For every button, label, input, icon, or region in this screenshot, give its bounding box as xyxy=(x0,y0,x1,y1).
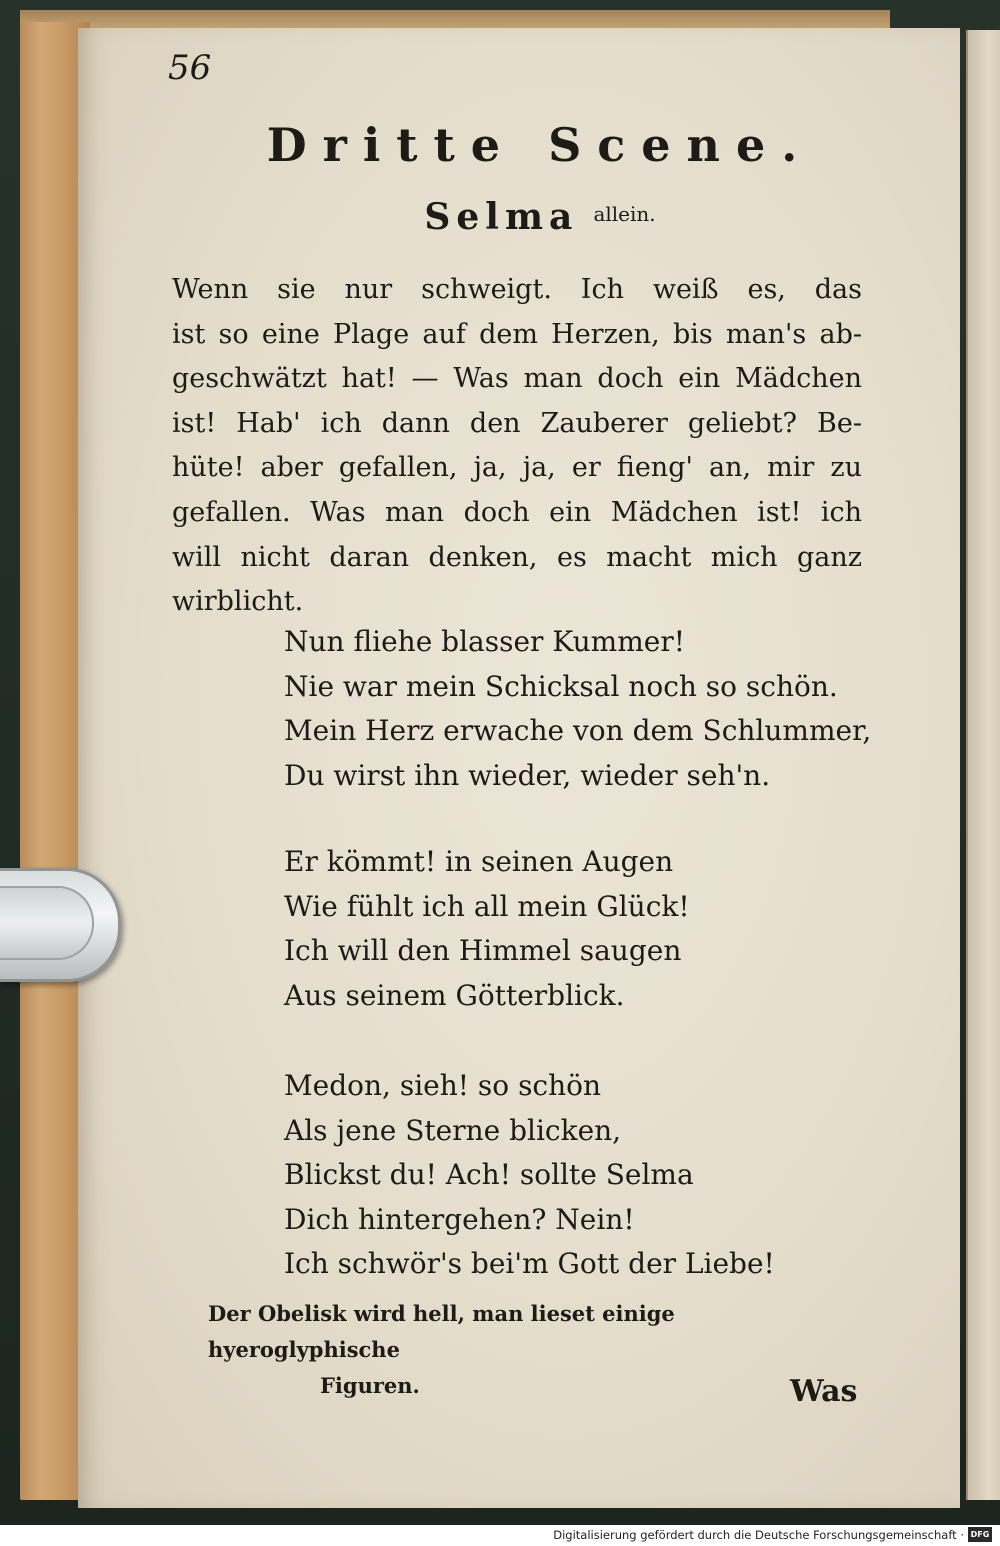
prose-line: will nicht daran denken, es macht mich ganz xyxy=(172,541,862,573)
verse-line: Als jene Sterne blicken, xyxy=(284,1113,622,1147)
dfg-logo-icon: DFG xyxy=(968,1527,992,1542)
adjacent-page-edge xyxy=(966,30,1000,1500)
prose-line: Wenn sie nur schweigt. Ich weiß es, das xyxy=(172,274,862,305)
prose-line: ist so eine Plage auf dem Herzen, bis man's ab- xyxy=(172,318,862,350)
verse-stanza-1 xyxy=(284,620,871,798)
stage-direction-line: Figuren. xyxy=(320,1373,420,1398)
verse-line: Dich hintergehen? Nein! xyxy=(284,1202,635,1236)
verse-line: Nun fliehe blasser Kummer! xyxy=(284,625,685,658)
scene-title: Dritte Scene. xyxy=(266,118,814,172)
verse-line: Medon, sieh! so schön xyxy=(284,1069,602,1102)
verse-stanza-2 xyxy=(284,840,690,1018)
stage-direction xyxy=(208,1296,848,1404)
prose-line: gefallen. Was man doch ein Mädchen ist! ich xyxy=(172,496,862,528)
prose-line: hüte! aber gefallen, ja, ja, er fieng' an, mir zu xyxy=(172,452,862,484)
verse-line: Ich will den Himmel saugen xyxy=(284,934,682,967)
character-note: allein. xyxy=(593,202,656,226)
verse-line: Wie fühlt ich all mein Glück! xyxy=(284,889,690,923)
prose-line: ist! Hab' ich dann den Zauberer geliebt? Be- xyxy=(172,407,862,439)
page-number: 56 xyxy=(168,48,212,88)
verse-line: Mein Herz erwache von dem Schlummer, xyxy=(284,714,872,747)
stage-direction-line: Der Obelisk wird hell, man lieset einige hyeroglyphische xyxy=(208,1301,675,1362)
prose-line: wirblicht. xyxy=(172,586,304,618)
attribution-text: Digitalisierung gefördert durch die Deutsche Forschungsgemeinschaft · xyxy=(553,1528,964,1542)
verse-stanza-3 xyxy=(284,1064,775,1287)
verse-line: Er kömmt! in seinen Augen xyxy=(284,845,674,878)
character-heading xyxy=(180,196,900,238)
catchword: Was xyxy=(790,1374,858,1409)
page-clip-inner xyxy=(0,886,94,960)
verse-line: Ich schwör's bei'm Gott der Liebe! xyxy=(284,1247,775,1280)
verse-line: Nie war mein Schicksal noch so schön. xyxy=(284,669,838,703)
prose-block xyxy=(172,268,862,625)
character-name: Selma xyxy=(424,196,579,238)
verse-line: Blickst du! Ach! sollte Selma xyxy=(284,1158,694,1191)
verse-line: Du wirst ihn wieder, wieder seh'n. xyxy=(284,758,771,792)
prose-line: geschwätzt hat! — Was man doch ein Mädchen xyxy=(172,363,862,395)
verse-line: Aus seinem Götterblick. xyxy=(284,978,625,1012)
